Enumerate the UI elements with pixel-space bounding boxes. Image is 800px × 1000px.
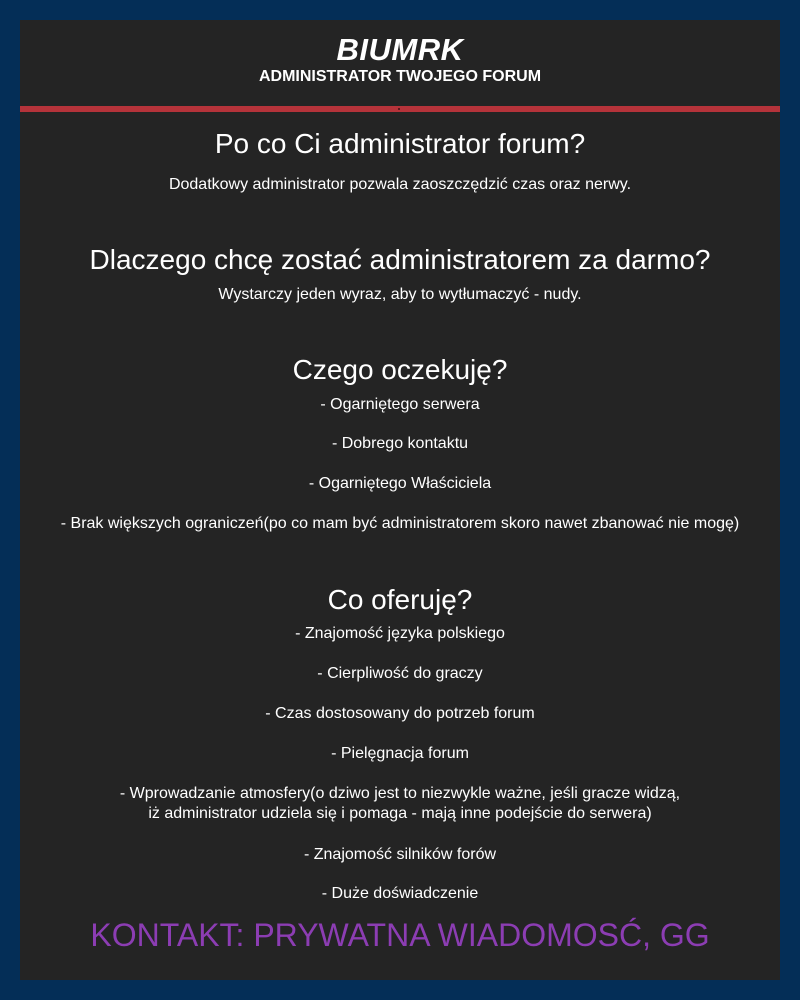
offer-item-line: iż administrator udziela się i pomaga - mają inne podejście do serwera)	[148, 805, 652, 822]
offer-item: - Cierpliwość do graczy	[317, 665, 483, 682]
offer-item: - Znajomość języka polskiego	[295, 625, 505, 642]
offer-item: - Duże doświadczenie	[321, 885, 479, 902]
offer-item: - Znajomość silników forów	[303, 846, 497, 863]
header-divider	[20, 106, 780, 112]
section-heading-why-admin: Po co Ci administrator forum?	[214, 128, 586, 159]
expectation-item: - Brak większych ograniczeń(po co mam być administratorem skoro nawet zbanować nie mogę)	[60, 515, 740, 532]
offer-item: - Pielęgnacja forum	[331, 745, 469, 762]
content-panel	[20, 20, 780, 980]
expectation-item: - Ogarniętego Właściciela	[308, 475, 492, 492]
offer-item-atmosphere	[20, 784, 780, 824]
section-text-why-admin: Dodatkowy administrator pozwala zaoszczędzić czas oraz nerwy.	[168, 176, 632, 193]
divider-dot	[398, 108, 400, 110]
contact-info: KONTAKT: PRYWATNA WIADOMOSĆ, GG	[90, 917, 710, 953]
section-text-why-free: Wystarczy jeden wyraz, aby to wytłumaczyć - nudy.	[218, 286, 582, 303]
section-heading-why-free: Dlaczego chcę zostać administratorem za darmo?	[89, 244, 711, 275]
offers-heading: Co oferuję?	[327, 584, 473, 615]
page-subtitle: ADMINISTRATOR TWOJEGO FORUM	[258, 68, 542, 85]
expectation-item: - Ogarniętego serwera	[320, 396, 480, 413]
expectation-item: - Dobrego kontaktu	[331, 435, 469, 452]
expectations-heading: Czego oczekuję?	[292, 354, 508, 385]
offer-item: - Czas dostosowany do potrzeb forum	[265, 705, 535, 722]
offer-item-line: - Wprowadzanie atmosfery(o dziwo jest to niezwykle ważne, jeśli gracze widzą,	[119, 785, 681, 802]
page-title: BIUMRK	[336, 32, 464, 67]
